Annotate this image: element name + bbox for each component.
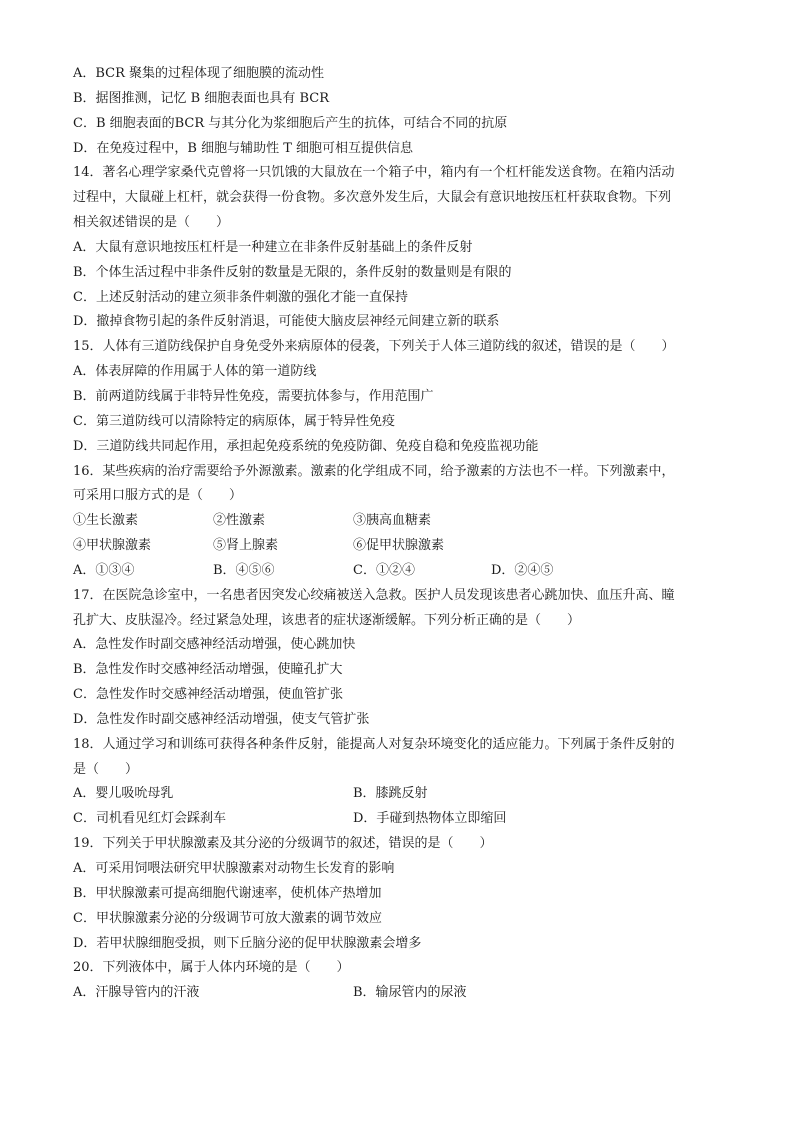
q19-option-d: D．若甲状腺细胞受损，则下丘脑分泌的促甲状腺激素会增多 bbox=[73, 935, 422, 951]
q20-option-a: A．汗腺导管内的汗液 bbox=[73, 985, 200, 1001]
q15-stem: 15．人体有三道防线保护自身免受外来病原体的侵袭，下列关于人体三道防线的叙述，错误的是（ ） bbox=[73, 339, 675, 355]
q19-option-c: C．甲状腺激素分泌的分级调节可放大激素的调节效应 bbox=[73, 910, 382, 926]
q16-items-row-1 bbox=[73, 509, 723, 534]
q18-options-row-2 bbox=[73, 807, 723, 832]
q13-option-c: C．B 细胞表面的BCR 与其分化为浆细胞后产生的抗体，可结合不同的抗原 bbox=[73, 115, 508, 131]
q16-option-b: B．④⑤⑥ bbox=[213, 562, 275, 578]
q16-option-d: D．②④⑤ bbox=[491, 562, 554, 578]
q16-item-6: ⑥促甲状腺激素 bbox=[353, 538, 445, 554]
q16-item-1: ①生长激素 bbox=[73, 513, 139, 529]
q14-stem-line-3: 相关叙述错误的是（ ） bbox=[73, 215, 230, 231]
q18-options-row-1 bbox=[73, 782, 723, 807]
q16-options-row bbox=[73, 559, 723, 584]
q16-item-5: ⑤肾上腺素 bbox=[213, 538, 279, 554]
q20-options-row bbox=[73, 981, 723, 1006]
q17-stem-line-2: 孔扩大、皮肤湿冷。经过紧急处理，该患者的症状逐渐缓解。下列分析正确的是（ ） bbox=[73, 612, 581, 628]
q14-option-d: D．撤掉食物引起的条件反射消退，可能使大脑皮层神经元间建立新的联系 bbox=[73, 314, 500, 330]
q14-option-a: A．大鼠有意识地按压杠杆是一种建立在非条件反射基础上的条件反射 bbox=[73, 239, 473, 255]
q18-option-d: D．手碰到热物体立即缩回 bbox=[353, 811, 507, 827]
q16-item-4: ④甲状腺激素 bbox=[73, 538, 152, 554]
q17-option-b: B．急性发作时交感神经活动增强，使瞳孔扩大 bbox=[73, 662, 343, 678]
q13-option-b: B．据图推测，记忆 B 细胞表面也具有 BCR bbox=[73, 90, 330, 106]
q15-option-c: C．第三道防线可以清除特定的病原体，属于特异性免疫 bbox=[73, 413, 395, 429]
q15-option-b: B．前两道防线属于非特异性免疫，需要抗体参与，作用范围广 bbox=[73, 388, 434, 404]
q14-stem-line-1: 14．著名心理学家桑代克曾将一只饥饿的大鼠放在一个箱子中，箱内有一个杠杆能发送食物。在箱内活动 bbox=[73, 165, 675, 181]
q19-option-a: A．可采用饲喂法研究甲状腺激素对动物生长发育的影响 bbox=[73, 861, 395, 876]
q19-stem: 19．下列关于甲状腺激素及其分泌的分级调节的叙述，错误的是（ ） bbox=[73, 836, 493, 852]
q20-option-b: B．输尿管内的尿液 bbox=[353, 985, 467, 1001]
q18-stem-line-2: 是（ ） bbox=[73, 761, 139, 777]
q16-stem-line-1: 16．某些疾病的治疗需要给予外源激素。激素的化学组成不同，给予激素的方法也不一样。下列激素中， bbox=[73, 463, 675, 479]
q16-option-c: C．①②④ bbox=[353, 562, 415, 578]
q13-option-d: D．在免疫过程中，B 细胞与辅助性 T 细胞可相互提供信息 bbox=[73, 140, 414, 156]
q16-item-3: ③胰高血糖素 bbox=[353, 513, 432, 529]
q20-stem: 20．下列液体中，属于人体内环境的是（ ） bbox=[73, 960, 350, 976]
q17-option-a: A．急性发作时副交感神经活动增强，使心跳加快 bbox=[73, 637, 356, 653]
q16-items-row-2 bbox=[73, 534, 723, 559]
q14-option-c: C．上述反射活动的建立须非条件刺激的强化才能一直保持 bbox=[73, 289, 408, 305]
q16-stem-line-2: 可采用口服方式的是（ ） bbox=[73, 488, 243, 504]
q16-item-2: ②性激素 bbox=[213, 513, 266, 529]
q14-stem-line-2: 过程中，大鼠碰上杠杆，就会获得一份食物。多次意外发生后，大鼠会有意识地按压杠杆获取食物。下列 bbox=[73, 190, 672, 206]
q17-option-c: C．急性发作时交感神经活动增强，使血管扩张 bbox=[73, 687, 343, 703]
q19-option-b: B．甲状腺激素可提高细胞代谢速率，使机体产热增加 bbox=[73, 885, 382, 901]
question-content bbox=[73, 62, 723, 1006]
q15-option-a: A．体表屏障的作用属于人体的第一道防线 bbox=[73, 364, 317, 380]
q16-option-a: A．①③④ bbox=[73, 562, 135, 578]
q14-option-b: B．个体生活过程中非条件反射的数量是无限的，条件反射的数量则是有限的 bbox=[73, 264, 512, 280]
q13-option-a: A．BCR 聚集的过程体现了细胞膜的流动性 bbox=[73, 66, 325, 81]
q18-option-c: C．司机看见红灯会踩刹车 bbox=[73, 811, 226, 827]
q18-stem-line-1: 18．人通过学习和训练可获得各种条件反射，能提高人对复杂环境变化的适应能力。下列属于条件反射的 bbox=[73, 736, 675, 752]
q15-option-d: D．三道防线共同起作用，承担起免疫系统的免疫防御、免疫自稳和免疫监视功能 bbox=[73, 438, 539, 454]
q18-option-b: B．膝跳反射 bbox=[353, 786, 428, 802]
q18-option-a: A．婴儿吸吮母乳 bbox=[73, 786, 174, 802]
q17-stem-line-1: 17．在医院急诊室中，一名患者因突发心绞痛被送入急救。医护人员发现该患者心跳加快、血压升高、瞳 bbox=[73, 587, 675, 603]
q17-option-d: D．急性发作时副交感神经活动增强，使支气管扩张 bbox=[73, 711, 370, 727]
